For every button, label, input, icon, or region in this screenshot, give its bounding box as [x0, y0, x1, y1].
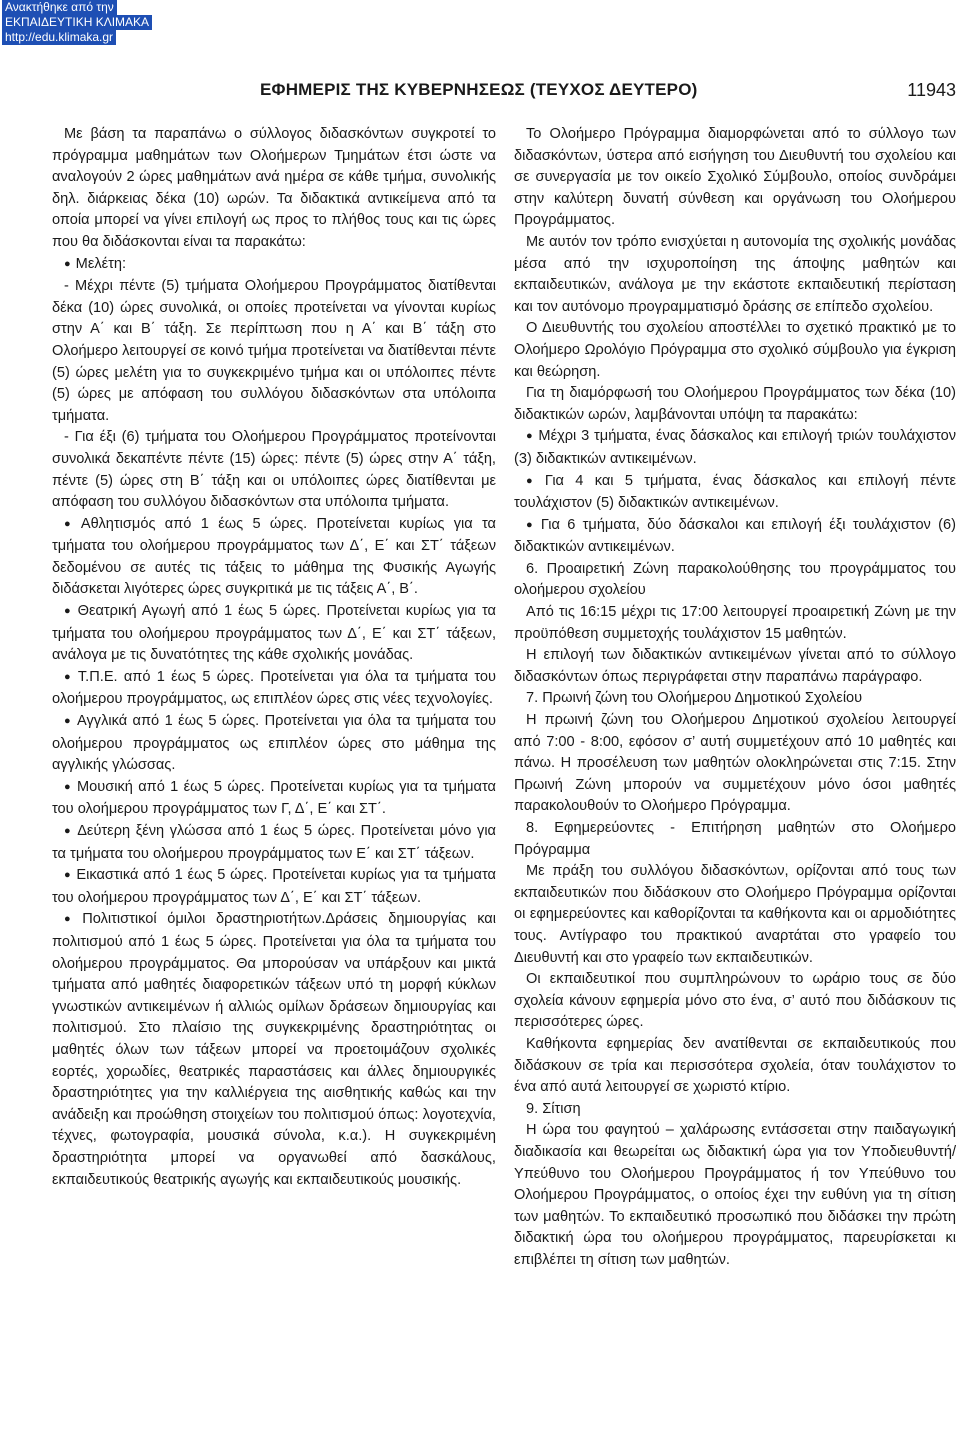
right-column [514, 124, 956, 1271]
section-heading: 7. Πρωινή ζώνη του Ολοήμερου Δημοτικού Σχολείου [526, 690, 863, 707]
bullet-item: ● Πολιτιστικοί όμιλοι δραστηριοτήτων.Δράσεις δημιουργίας και πολιτισμού από 1 έως 5 ώρες. Προτείνεται για όλα τα τμήματα του ολοήμερου προγράμματος. Θα μπορούσαν να υπάρξουν και μικτά τμήματα από μαθητές διαφορετικών τάξεων υπό τη μορφή κύκλων γνωστικών αντικειμένων ή αλλιώς ομίλων δράσεων δημιουργίας και πολιτισμού. Στο πλαίσιο της συγκεκριμένης δραστηριότητας οι μαθητές όλων των τάξεων μπορεί να προετοιμάζουν σχολικές εορτές, χορωδίες, θεατρικές παραστάσεις και άλλες δημιουργικές δραστηριότητες για την καλλιέργεια της αισθητικής καθώς και την ανάδειξη και προώθηση στοιχείων του πολιτισμού όπως: λογοτεχνία, τέχνες, φωτογραφία, μουσικά σύνολα, κ.α.). Η συγκεκριμένη δραστηριότητα μπορεί να οργανωθεί από δασκάλους, εκπαιδευτικούς θεατρικής αγωγής και εκπαιδευτικούς μουσικής. [52, 909, 496, 1191]
bullet-item: ● Τ.Π.Ε. από 1 έως 5 ώρες. Προτείνεται για όλα τα τμήματα του ολοήμερου προγράμματος, ως επιπλέον ώρες στις νέες τεχνολογίες. [52, 667, 496, 711]
paragraph: Από τις 16:15 μέχρι τις 17:00 λειτουργεί προαιρετική Ζώνη με την προϋπόθεση συμμετοχής τουλάχιστον 15 μαθητών. [514, 604, 956, 642]
bullet-item: ● Εικαστικά από 1 έως 5 ώρες. Προτείνεται κυρίως για τα τμήματα του ολοήμερου προγράμματος των Δ΄, Ε΄ και ΣΤ΄ τάξεων. [52, 865, 496, 909]
paragraph: Με πράξη του συλλόγου διδασκόντων, ορίζονται από τους των εκπαιδευτικών που διδάσκουν στο Ολοήμερο Πρόγραμμα ορίζονται οι εφημερεύοντες και καθορίζονται τα καθήκοντα και οι αρμοδιότητες τους. Αντίγραφο του πρακτικού αναρτάται στο γραφείο του Διευθυντή και στο γραφείο των εκπαιδευτικών. [514, 863, 956, 966]
section-heading: 9. Σίτιση [526, 1100, 581, 1117]
bullet-item: ● Για 6 τμήματα, δύο δάσκαλοι και επιλογή έξι τουλάχιστον (6) διδακτικών αντικειμένων. [514, 515, 956, 559]
paragraph: Για τη διαμόρφωσή του Ολοήμερου Προγράμματος των δέκα (10) διδακτικών ωρών, λαμβάνονται υπόψη τα παρακάτω: [514, 385, 956, 423]
source-stamp [2, 0, 262, 45]
gazette-title: ΕΦΗΜΕΡΙΣ ΤΗΣ ΚΥΒΕΡΝΗΣΕΩΣ (ΤΕΥΧΟΣ ΔΕΥΤΕΡΟ) [260, 80, 698, 99]
bullet-item: ● Για 4 και 5 τμήματα, ένας δάσκαλος και επιλογή πέντε τουλάχιστον (5) διδακτικών αντικειμένων. [514, 471, 956, 515]
paragraph: Καθήκοντα εφημερίας δεν ανατίθενται σε εκπαιδευτικούς που διδάσκουν σε τρία και περισσότερα σχολεία, όταν τουλάχιστον το ένα από αυτά λειτουργεί σε χωριστό κτίριο. [514, 1035, 956, 1096]
paragraph: Με αυτόν τον τρόπο ενισχύεται η αυτονομία της σχολικής μονάδας μέσα από την ισχυροποίηση της άποψης μαθητών και εκπαιδευτικών, ανάλογα με την εκάστοτε εκπαιδευτική περίσταση και τον αυτόνομο προγραμματισμό δράσης σε επίπεδο σχολείου. [514, 233, 956, 315]
bullet-item: ● Αγγλικά από 1 έως 5 ώρες. Προτείνεται για όλα τα τμήματα του ολοήμερου προγράμματος ως επιπλέον ώρες στο μάθημα της αγγλικής γλώσσας. [52, 711, 496, 777]
paragraph: Η ώρα του φαγητού – χαλάρωσης εντάσσεται στην παιδαγωγική διαδικασία και θεωρείται ως διδακτική ώρα για τον Υποδιευθυντή/Υπεύθυνο του Ολοήμερου Προγράμματος ή τον Υπεύθυνο του Ολοήμερου Προγράμματος, ο οποίος έχει την ευθύνη για τη σίτιση των μαθητών. Το εκπαιδευτικό προσωπικό που διδάσκει την πρώτη διδακτική ώρα του ολοήμερου προγράμματος, παρευρίσκεται κι επιβλέπει τη σίτιση των μαθητών. [514, 1122, 956, 1268]
paragraph: Με βάση τα παραπάνω ο σύλλογος διδασκόντων συγκροτεί το πρόγραμμα μαθημάτων των Ολοήμερων Τμημάτων έτσι ώστε να αναλογούν 2 ώρες μαθημάτων ανά ημέρα σε κάθε τμήμα, συνολικής δηλ. διάρκειας δέκα (10) ωρών. Τα διδακτικά αντικείμενα από τα οποία μπορεί να γίνει επιλογή ως προς το πλήθος τους και τις ώρες που θα διδάσκονται είναι τα παρακάτω: [52, 126, 496, 250]
bullet-item: ● Αθλητισμός από 1 έως 5 ώρες. Προτείνεται κυρίως για τα τμήματα του ολοήμερου προγράμματος των Δ΄, Ε΄ και ΣΤ΄ τάξεων δεδομένου σε αυτές τις τάξεις το μάθημα της Φυσικής Αγωγής διδάσκεται λιγότερες ώρες συγκριτικά με τις τάξεις Α΄, Β΄. [52, 514, 496, 601]
bullet-item: ● Δεύτερη ξένη γλώσσα από 1 έως 5 ώρες. Προτείνεται μόνο για τα τμήματα του ολοήμερου προγράμματος των Ε΄ και ΣΤ΄ τάξεων. [52, 821, 496, 865]
paragraph: Οι εκπαιδευτικοί που συμπληρώνουν το ωράριο τους σε δύο σχολεία κάνουν εφημερία μόνο στο ένα, σ’ αυτό που διδάσκουν τις περισσότερες ώρες. [514, 971, 956, 1031]
section-heading: 6. Προαιρετική Ζώνη παρακολούθησης του προγράμματος του ολοήμερου σχολείου [514, 560, 956, 599]
paragraph: - Για έξι (6) τμήματα του Ολοήμερου Προγράμματος προτείνονται συνολικά δεκαπέντε πέντε (15) ώρες: πέντε (5) ώρες στην Α΄ τάξη, πέντε (5) ώρες στη Β΄ τάξη και οι υπόλοιπες ώρες διατίθενται με απόφαση του συλλόγου διδασκόντων στα υπόλοιπα τμήματα. [52, 429, 496, 511]
paragraph: Ο Διευθυντής του σχολείου αποστέλλει το σχετικό πρακτικό με το Ολοήμερο Ωρολόγιο Πρόγραμμα στο σχολικό σύμβουλο για έγκριση και θεώρηση. [514, 320, 956, 380]
paragraph: - Μέχρι πέντε (5) τμήματα Ολοήμερου Προγράμματος διατίθενται δέκα (10) ώρες συνολικά, οι οποίες προτείνεται να γίνονται κυρίως στην Α΄ και Β΄ τάξη. Σε περίπτωση που η Α΄ και Β΄ τάξη στο Ολοήμερο λειτουργεί σε κοινό τμήμα προτείνεται να διατίθενται πέντε (5) ώρες μελέτη για το συγκεκριμένο τμήμα και οι υπόλοιπες πέντε (5) ώρες με απόφαση του συλλόγου διδασκόντων στα υπόλοιπα τμήματα. [52, 278, 496, 424]
page-number: 11943 [907, 80, 956, 100]
paragraph: Το Ολοήμερο Πρόγραμμα διαμορφώνεται από το σύλλογο των διδασκόντων, ύστερα από εισήγηση του Διευθυντή του σχολείου και σε συνεργασία με τον οικείο Σχολικό Σύμβουλο, οποίος συνδράμει στην καλύτερη δυνατή σύνθεση και οργάνωση του Ολοήμερου Προγράμματος. [514, 126, 956, 229]
bullet-item: ● Μέχρι 3 τμήματα, ένας δάσκαλος και επιλογή τριών τουλάχιστον (3) διδακτικών αντικειμένων. [514, 426, 956, 470]
page-header [58, 80, 956, 104]
paragraph: Η επιλογή των διδακτικών αντικειμένων γίνεται από το σύλλογο διδασκόντων όπως περιγράφεται στην παραπάνω παράγραφο. [514, 647, 956, 685]
section-heading: 8. Εφημερεύοντες - Επιτήρηση μαθητών στο Ολοήμερο Πρόγραμμα [514, 820, 956, 858]
left-column [52, 124, 496, 1191]
bullet-item: ● Θεατρική Αγωγή από 1 έως 5 ώρες. Προτείνεται κυρίως για τα τμήματα του ολοήμερου προγράμματος των Δ΄, Ε΄ και ΣΤ΄ τάξεων, ανάλογα με τις δυνατότητες της κάθε σχολικής μονάδας. [52, 601, 496, 667]
paragraph: Η πρωινή ζώνη του Ολοήμερου Δημοτικού σχολείου λειτουργεί από 7:00 - 8:00, εφόσον σ’ αυτή συμμετέχουν από 10 μαθητές και πάνω. Η προσέλευση των μαθητών ολοκληρώνεται στις 7:15. Στην Πρωινή Ζώνη μπορούν να συμμετέχουν μόνο όσοι μαθητές παρακολουθούν το Ολοήμερο Πρόγραμμα. [514, 712, 956, 815]
source-stamp-link[interactable]: http://edu.klimaka.gr [2, 30, 116, 45]
bullet-item: ● Μελέτη: [52, 254, 496, 277]
source-stamp-line2: ΕΚΠΑΙΔΕΥΤΙΚΗ ΚΛΙΜΑΚΑ [2, 15, 152, 30]
source-stamp-line1: Ανακτήθηκε από την [2, 0, 117, 15]
bullet-item: ● Μουσική από 1 έως 5 ώρες. Προτείνεται κυρίως για τα τμήματα του ολοήμερου προγράμματος των Γ, Δ΄, Ε΄ και ΣΤ΄. [52, 777, 496, 821]
